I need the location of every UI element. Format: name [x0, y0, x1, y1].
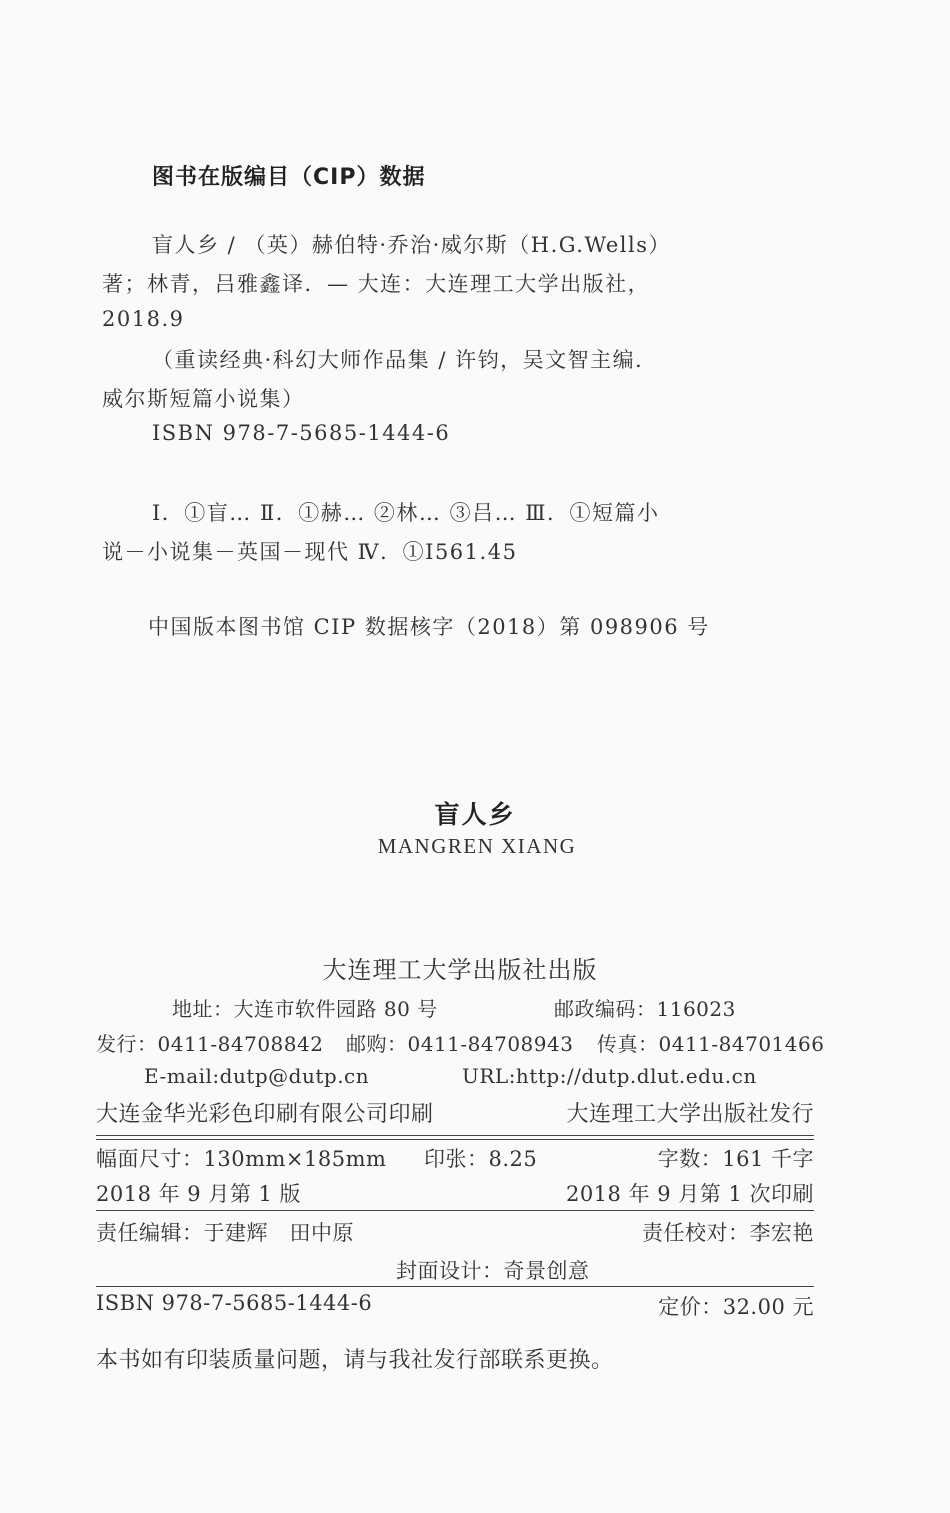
- divider-middle: [96, 1210, 814, 1211]
- cip-isbn: ISBN 978-7-5685-1444-6: [152, 421, 451, 445]
- cip-line-3: 2018.9: [102, 307, 185, 331]
- cip-line-1: 盲人乡 / （英）赫伯特·乔治·威尔斯（H.G.Wells）: [152, 233, 671, 257]
- publisher-postcode: 邮政编码：116023: [554, 997, 736, 1021]
- cip-classification-1: Ⅰ．①盲… Ⅱ．①赫… ②林… ③吕… Ⅲ．①短篇小: [152, 501, 660, 525]
- publisher-line: 大连理工大学出版社出版: [322, 956, 598, 984]
- printing-sheets: 印张：8.25: [424, 1147, 538, 1171]
- fax-number: 传真：0411-84701466: [597, 1032, 825, 1056]
- mail-order-phone: 邮购：0411-84708943: [346, 1032, 574, 1056]
- cip-line-5: 威尔斯短篇小说集）: [102, 387, 305, 411]
- price: 定价：32.00 元: [658, 1295, 814, 1319]
- proofreader: 责任校对：李宏艳: [642, 1221, 814, 1245]
- cip-line-4: （重读经典·科幻大师作品集 / 许钧，吴文智主编．: [152, 348, 658, 372]
- quality-notice: 本书如有印装质量问题，请与我社发行部联系更换。: [96, 1348, 614, 1373]
- cip-heading: 图书在版编目（CIP）数据: [152, 165, 426, 190]
- printer: 大连金华光彩色印刷有限公司印刷: [96, 1102, 434, 1127]
- edition: 2018 年 9 月第 1 版: [96, 1182, 302, 1206]
- cip-line-2: 著；林青，吕雅鑫译．— 大连：大连理工大学出版社，: [102, 272, 651, 296]
- publisher-email: E-mail:dutp@dutp.cn: [144, 1064, 370, 1088]
- cip-classification-2: 说－小说集－英国－现代 Ⅳ．①I561.45: [102, 540, 518, 564]
- word-count: 字数：161 千字: [657, 1147, 814, 1171]
- book-title-cn: 盲人乡: [434, 800, 516, 829]
- divider-bottom: [96, 1286, 814, 1287]
- distributor: 大连理工大学出版社发行: [566, 1102, 814, 1127]
- divider-top-double-2: [96, 1139, 814, 1140]
- book-title-en: MANGREN XIANG: [377, 834, 577, 858]
- cip-verification: 中国版本图书馆 CIP 数据核字（2018）第 098906 号: [148, 615, 710, 639]
- publisher-address: 地址：大连市软件园路 80 号: [172, 997, 438, 1021]
- format-size: 幅面尺寸：130mm×185mm: [96, 1147, 387, 1171]
- cover-design: 封面设计：奇景创意: [396, 1259, 590, 1283]
- isbn: ISBN 978-7-5685-1444-6: [96, 1291, 373, 1315]
- distribution-phone: 发行：0411-84708842: [96, 1032, 324, 1056]
- publisher-url: URL:http://dutp.dlut.edu.cn: [462, 1064, 757, 1088]
- responsible-editors: 责任编辑：于建辉 田中原: [96, 1221, 354, 1245]
- printing-date: 2018 年 9 月第 1 次印刷: [565, 1182, 814, 1206]
- divider-top-double-1: [96, 1135, 814, 1136]
